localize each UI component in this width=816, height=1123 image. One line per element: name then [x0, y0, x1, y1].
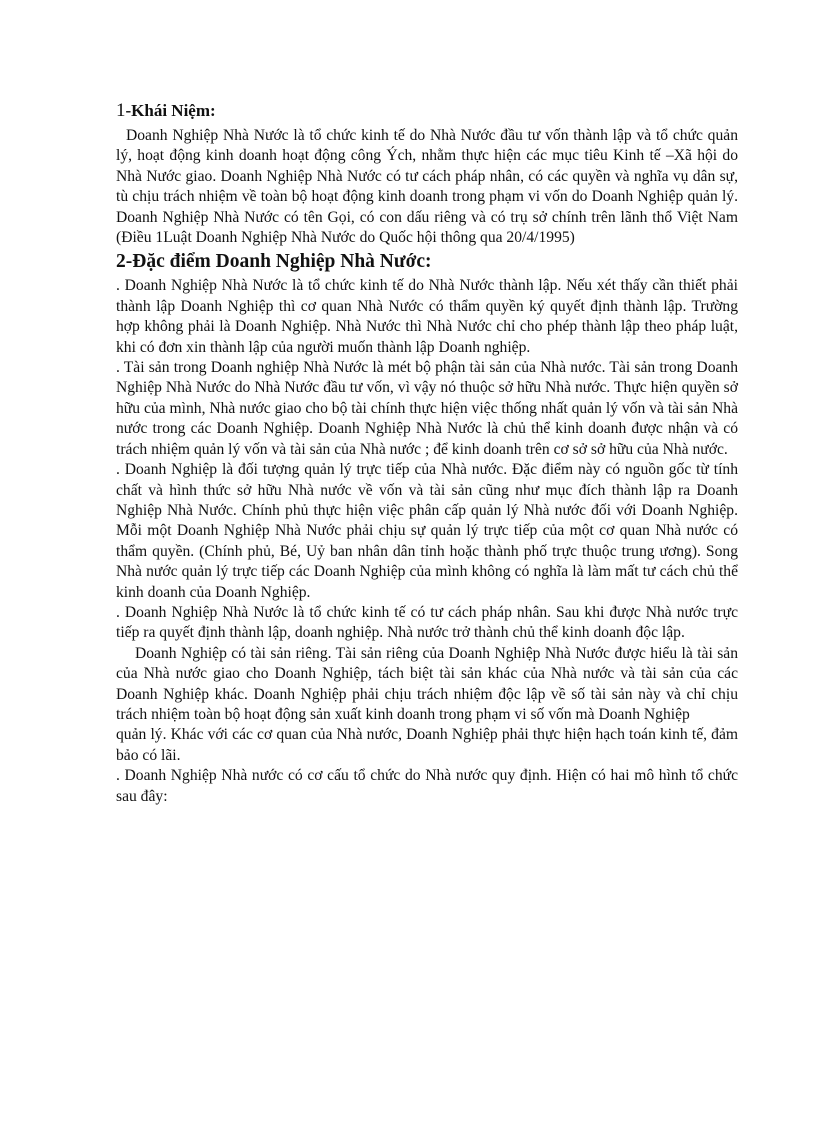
section-2-heading: 2-Đặc điểm Doanh Nghiệp Nhà Nước:: [116, 251, 432, 273]
paragraph-state-established: . Doanh Nghiệp Nhà Nước là tổ chức kinh tế do Nhà Nước thành lập. Nếu xét thấy cần thiết phải thành lập Doanh Nghiệp thì cơ quan Nhà Nước có thẩm quyền ký quyết định thành lập. Trường hợp không phải là Doanh Nghiệp. Nhà Nước thì Nhà Nước chỉ cho phép thành lập theo pháp luật, khi có đơn xin thành lập của người muốn thành lập Doanh nghiệp.: [116, 277, 738, 356]
section-1-heading: [116, 100, 738, 122]
paragraph-structure: . Doanh Nghiệp Nhà nước có cơ cấu tổ chức do Nhà nước quy định. Hiện có hai mô hình tổ chức sau đây:: [116, 767, 738, 805]
section-1-number: 1: [116, 100, 126, 121]
document-page: [116, 100, 738, 807]
paragraph-direct-management: . Doanh Nghiệp là đối tượng quản lý trực tiếp của Nhà nước. Đặc điểm này có nguồn gốc từ tính chất và hình thức sở hữu Nhà nước về vốn và tài sản cũng như mục đích thành lập ra Doanh Nghiệp Nhà Nước. Chính phủ thực hiện việc phân cấp quản lý Nhà nước đối với Doanh Nghiệp. Mỗi một Doanh Nghiệp Nhà Nước phải chịu sự quản lý trực tiếp của một cơ quan Nhà nước có thẩm quyền. (Chính phủ, Bé, Uỷ ban nhân dân tỉnh hoặc thành phố trực thuộc trung ương). Song Nhà nước quản lý trực tiếp các Doanh Nghiệp của mình không có nghĩa là làm mất tư cách chủ thể kinh doanh của Doanh Nghiệp.: [116, 461, 738, 601]
paragraph-own-assets: Doanh Nghiệp có tài sản riêng. Tài sản riêng của Doanh Nghiệp Nhà Nước được hiểu là tài sản của Nhà nước giao cho Doanh Nghiệp, tách biệt tài sản khác của Nhà nước và tài sản của các Doanh Nghiệp khác. Doanh Nghiệp phải chịu trách nhiệm độc lập về số tài sản này và chỉ chịu trách nhiệm toàn bộ hoạt động sản xuất kinh doanh trong phạm vi số vốn mà Doanh Nghiệp: [116, 644, 738, 723]
section-1-title: -Khái Niệm:: [125, 101, 216, 120]
paragraph-state-assets: . Tài sản trong Doanh nghiệp Nhà Nước là mét bộ phận tài sản của Nhà nước. Tài sản trong Doanh Nghiệp Nhà Nước do Nhà Nước đầu tư vốn, vì vậy nó thuộc sở hữu Nhà nước. Thực hiện quyền sở hữu của mình, Nhà nước giao cho bộ tài chính thực hiện việc thống nhất quản lý vốn và tài sản Nhà nước trong các Doanh Nghiệp. Doanh Nghiệp Nhà Nước là chủ thể kinh doanh được nhận và có trách nhiệm quản lý vốn và tài sản của Nhà nước ; để kinh doanh trên cơ sở sở hữu của Nhà nước.: [116, 359, 738, 458]
section-1-paragraph: Doanh Nghiệp Nhà Nước là tổ chức kinh tế do Nhà Nước đầu tư vốn thành lập và tổ chức quản lý, hoạt động kinh doanh hoạt động công Ých, nhằm thực hiện các mục tiêu Kinh tế –Xã hội do Nhà Nước giao. Doanh Nghiệp Nhà Nước có tư cách pháp nhân, có các quyền và nghĩa vụ dân sự, tù chịu trách nhiệm về toàn bộ hoạt động kinh doanh trong phạm vi vốn do Doanh Nghiệp quản lý. Doanh Nghiệp Nhà Nước có tên Gọi, có con dấu riêng và có trụ sở chính trên lãnh thổ Việt Nam (Điều 1Luật Doanh Nghiệp Nhà Nước do Quốc hội thông qua 20/4/1995): [116, 127, 738, 247]
paragraph-legal-entity: . Doanh Nghiệp Nhà Nước là tổ chức kinh tế có tư cách pháp nhân. Sau khi được Nhà nước trực tiếp ra quyết định thành lập, doanh nghiệp. Nhà nước trở thành chủ thể kinh doanh độc lập.: [116, 603, 738, 642]
paragraph-accounting: quản lý. Khác với các cơ quan của Nhà nước, Doanh Nghiệp phải thực hiện hạch toán kinh tế, đảm bảo có lãi.: [116, 726, 738, 764]
